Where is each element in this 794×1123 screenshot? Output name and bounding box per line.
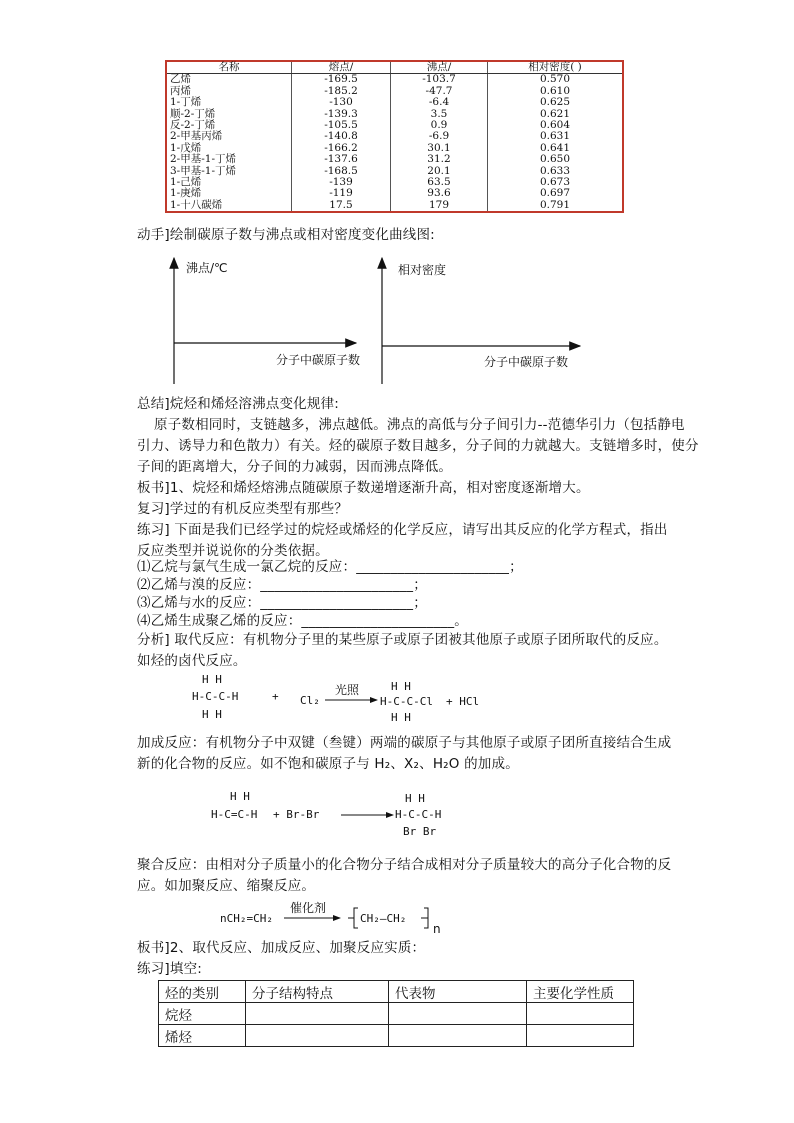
substitution-equation <box>180 672 500 724</box>
summary-header-row <box>159 981 634 1003</box>
right-y-label: 相对密度 <box>398 263 447 277</box>
eq-sub-hcl: + HCl <box>446 695 480 708</box>
addition-def-2: 新的化合物的反应。如不饱和碳原子与 H₂、X₂、H₂O 的加成。 <box>137 756 519 772</box>
cell-name: 反-2-丁烯 <box>166 120 292 131</box>
blank-graphs <box>160 250 600 390</box>
table-row <box>159 1003 634 1025</box>
eq-sub-product-bottom: H H <box>391 711 411 724</box>
eq-add-reactant: H-C=C-H <box>211 808 258 821</box>
table-row <box>166 97 623 108</box>
cell-boiling-point: -6.9 <box>391 131 488 142</box>
cell-melting-point: -137.6 <box>292 154 391 165</box>
hydrocarbon-summary-table <box>158 980 634 1047</box>
cell-melting-point: -130 <box>292 97 391 108</box>
summary-line-3: 子间的距离增大，分子间的力减弱，因而沸点降低。 <box>137 459 453 475</box>
cell-name: 乙烯 <box>166 74 292 86</box>
cell-boiling-point: -47.7 <box>391 86 488 97</box>
polymerization-equation <box>218 900 458 936</box>
header-name: 名称 <box>166 61 292 74</box>
cell-boiling-point: -6.4 <box>391 97 488 108</box>
cell-melting-point: -139.3 <box>292 109 391 120</box>
polymerization-def-2: 应。如加聚反应、缩聚反应。 <box>137 878 316 894</box>
review-question: 复习]学过的有机反应类型有那些？ <box>137 501 348 517</box>
cell-name: 1-丁烯 <box>166 97 292 108</box>
draw-prompt: 动手]绘制碳原子数与沸点或相对密度变化曲线图: <box>137 227 435 243</box>
alkene-properties-table <box>165 60 624 213</box>
eq-sub-product: H-C-C-Cl <box>380 695 433 708</box>
eq-sub-reagent: Cl₂ <box>300 694 320 707</box>
exercise-item-1: ⑴乙烷与氯气生成一氯乙烷的反应：______________________； <box>137 559 523 575</box>
fill-blank-title: 练习]填空: <box>137 961 203 977</box>
cell-name: 3-甲基-1-丁烯 <box>166 166 292 177</box>
cell-melting-point: -168.5 <box>292 166 391 177</box>
eq-poly-product: CH₂—CH₂ <box>360 912 407 925</box>
cell-melting-point: -119 <box>292 188 391 199</box>
cell-density: 0.697 <box>488 188 624 199</box>
cell-melting-point: -169.5 <box>292 74 391 86</box>
cell-name: 1-庚烯 <box>166 188 292 199</box>
table-row <box>166 200 623 212</box>
cell-density: 0.621 <box>488 109 624 120</box>
board-note-1: 板书]1、烷烃和烯烃熔沸点随碳原子数递增逐渐升高，相对密度逐渐增大。 <box>137 480 590 496</box>
eq-add-product-bottom: Br Br <box>403 825 437 838</box>
cell-boiling-point: 30.1 <box>391 143 488 154</box>
substitution-def-2: 如烃的卤代反应。 <box>137 653 247 669</box>
cell-name: 2-甲基-1-丁烯 <box>166 154 292 165</box>
cell-melting-point: -166.2 <box>292 143 391 154</box>
cell-density: 0.570 <box>488 74 624 86</box>
right-x-label: 分子中碳原子数 <box>484 355 569 369</box>
table-body <box>166 74 623 212</box>
eq-poly-n: n <box>433 922 441 936</box>
summary-cell-alkene: 烯烃 <box>159 1025 246 1047</box>
cell-density: 0.673 <box>488 177 624 188</box>
summary-header-structure: 分子结构特点 <box>246 981 389 1003</box>
cell-boiling-point: 0.9 <box>391 120 488 131</box>
cell-melting-point: -140.8 <box>292 131 391 142</box>
cell-melting-point: -139 <box>292 177 391 188</box>
cell-name: 1-己烯 <box>166 177 292 188</box>
exercise-item-2: ⑵乙烯与溴的反应：______________________； <box>137 577 427 593</box>
cell-boiling-point: 31.2 <box>391 154 488 165</box>
eq-sub-condition: 光照 <box>335 683 360 697</box>
eq-sub-reactant-bottom: H H <box>202 708 222 721</box>
addition-def-1: 加成反应：有机物分子中双键（叁键）两端的碳原子与其他原子或原子团所直接结合生成 <box>137 735 672 751</box>
eq-sub-product-top: H H <box>391 680 411 693</box>
eq-poly-catalyst: 催化剂 <box>290 901 327 915</box>
summary-cell-alkane: 烷烃 <box>159 1003 246 1025</box>
summary-header-representative: 代表物 <box>389 981 527 1003</box>
eq-poly-bracket-left <box>354 908 358 928</box>
eq-sub-plus: + <box>272 690 279 703</box>
table-header-row <box>166 61 623 74</box>
cell-boiling-point: 3.5 <box>391 109 488 120</box>
eq-sub-reactant: H-C-C-H <box>192 690 239 703</box>
summary-title: 总结]烷烃和烯烃溶沸点变化规律: <box>137 396 340 412</box>
cell-density: 0.650 <box>488 154 624 165</box>
header-melting-point: 熔点/ <box>292 61 391 74</box>
board-note-2: 板书]2、取代反应、加成反应、加聚反应实质： <box>137 940 426 956</box>
exercise-intro-2: 反应类型并说说你的分类依据。 <box>137 543 329 559</box>
cell-melting-point: -185.2 <box>292 86 391 97</box>
blank-cell[interactable] <box>246 1003 389 1025</box>
cell-density: 0.633 <box>488 166 624 177</box>
summary-line-1: 原子数相同时，支链越多，沸点越低。沸点的高低与分子间引力--范德华引力（包括静电 <box>154 417 685 433</box>
cell-density: 0.641 <box>488 143 624 154</box>
eq-poly-reactant: nCH₂=CH₂ <box>220 912 273 925</box>
addition-equation <box>205 788 465 840</box>
summary-line-2: 引力、诱导力和色散力）有关。烃的碳原子数目越多，分子间的力就越大。支链增多时，使分 <box>137 438 699 454</box>
blank-cell[interactable] <box>527 1003 634 1025</box>
eq-add-product: H-C-C-H <box>395 808 442 821</box>
cell-density: 0.604 <box>488 120 624 131</box>
cell-name: 顺-2-丁烯 <box>166 109 292 120</box>
eq-add-reagent: + Br-Br <box>273 808 320 821</box>
cell-boiling-point: 93.6 <box>391 188 488 199</box>
summary-header-category: 烃的类别 <box>159 981 246 1003</box>
table-row <box>166 154 623 165</box>
cell-density: 0.625 <box>488 97 624 108</box>
cell-name: 2-甲基丙烯 <box>166 131 292 142</box>
cell-density: 0.631 <box>488 131 624 142</box>
exercise-item-4: ⑷乙烯生成聚乙烯的反应：______________________。 <box>137 613 468 629</box>
cell-density: 0.610 <box>488 86 624 97</box>
eq-add-reactant-top: H H <box>230 790 250 803</box>
exercise-intro-1: 练习] 下面是我们已经学过的烷烃或烯烃的化学反应，请写出其反应的化学方程式，指出 <box>137 522 668 538</box>
cell-name: 1-十八碳烯 <box>166 200 292 212</box>
left-x-label: 分子中碳原子数 <box>276 353 361 367</box>
cell-boiling-point: 179 <box>391 200 488 212</box>
cell-boiling-point: 63.5 <box>391 177 488 188</box>
cell-boiling-point: -103.7 <box>391 74 488 86</box>
cell-name: 1-戊烯 <box>166 143 292 154</box>
exercise-item-3: ⑶乙烯与水的反应：______________________； <box>137 595 427 611</box>
blank-cell[interactable] <box>527 1025 634 1047</box>
cell-melting-point: 17.5 <box>292 200 391 212</box>
cell-melting-point: -105.5 <box>292 120 391 131</box>
cell-boiling-point: 20.1 <box>391 166 488 177</box>
blank-cell[interactable] <box>246 1025 389 1047</box>
table-row <box>159 1025 634 1047</box>
eq-sub-reactant-top: H H <box>202 673 222 686</box>
left-y-label: 沸点/℃ <box>186 261 228 275</box>
blank-cell[interactable] <box>389 1025 527 1047</box>
cell-density: 0.791 <box>488 200 624 212</box>
blank-cell[interactable] <box>389 1003 527 1025</box>
eq-add-product-top: H H <box>405 792 425 805</box>
substitution-def-1: 分析] 取代反应：有机物分子里的某些原子或原子团被其他原子或原子团所取代的反应。 <box>137 632 668 648</box>
header-boiling-point: 沸点/ <box>391 61 488 74</box>
header-relative-density: 相对密度( ) <box>488 61 624 74</box>
cell-name: 丙烯 <box>166 86 292 97</box>
summary-header-properties: 主要化学性质 <box>527 981 634 1003</box>
polymerization-def-1: 聚合反应：由相对分子质量小的化合物分子结合成相对分子质量较大的高分子化合物的反 <box>137 857 672 873</box>
